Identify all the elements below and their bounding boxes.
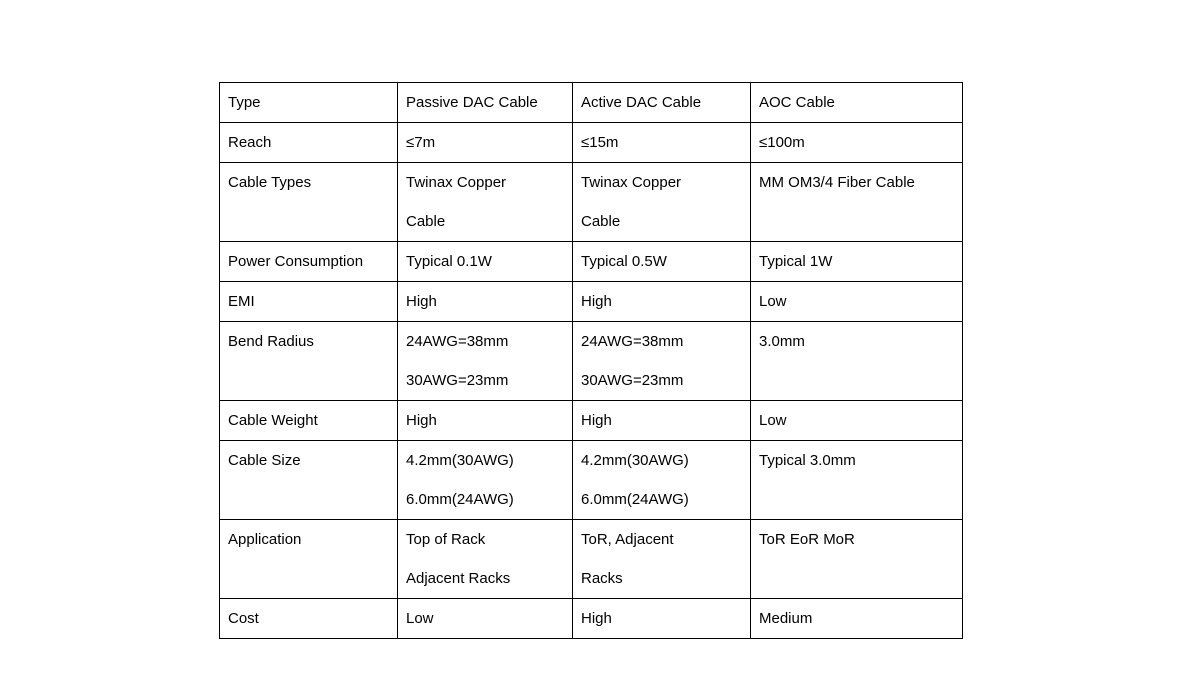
table-row — [220, 83, 963, 123]
cell-line: Active DAC Cable — [581, 94, 702, 111]
row-label-cell — [220, 83, 398, 123]
value-cell — [573, 123, 751, 163]
value-cell — [398, 441, 573, 520]
cell-line: Low — [406, 610, 434, 627]
cable-comparison-table — [219, 82, 963, 639]
row-label-cell — [220, 242, 398, 282]
cell-line: Typical 0.5W — [581, 253, 667, 270]
value-cell — [398, 322, 573, 401]
cell-line: Cable Weight — [228, 412, 318, 429]
table-row — [220, 520, 963, 599]
table-row — [220, 401, 963, 441]
cell-line: Reach — [228, 134, 272, 151]
cell-line: Medium — [759, 610, 813, 627]
row-label-cell — [220, 322, 398, 401]
value-cell — [573, 282, 751, 322]
cell-line: ≤7m — [406, 134, 436, 151]
value-cell — [398, 83, 573, 123]
value-cell — [398, 163, 573, 242]
value-cell — [751, 520, 963, 599]
row-label-cell — [220, 520, 398, 599]
table-row — [220, 282, 963, 322]
table-row — [220, 242, 963, 282]
cell-line: 6.0mm(24AWG) — [406, 491, 514, 508]
value-cell — [573, 322, 751, 401]
value-cell — [398, 282, 573, 322]
cell-line: Adjacent Racks — [406, 570, 511, 587]
value-cell — [751, 123, 963, 163]
value-cell — [751, 282, 963, 322]
cell-line: Low — [759, 293, 787, 310]
value-cell — [573, 401, 751, 441]
cell-line: Top of Rack — [406, 531, 486, 548]
cell-line: Cable — [406, 213, 446, 230]
cell-line: Cost — [228, 610, 259, 627]
cell-line: Bend Radius — [228, 333, 314, 350]
value-cell — [573, 163, 751, 242]
cell-line: Cable — [581, 213, 621, 230]
cell-line: Racks — [581, 570, 623, 587]
cell-line: Power Consumption — [228, 253, 364, 270]
table-body — [220, 83, 963, 639]
cell-line: EMI — [228, 293, 255, 310]
cell-line: Cable Types — [228, 174, 312, 191]
cell-line: 30AWG=23mm — [406, 372, 509, 389]
value-cell — [751, 242, 963, 282]
table-row — [220, 123, 963, 163]
value-cell — [573, 242, 751, 282]
table-row — [220, 441, 963, 520]
cell-line: 4.2mm(30AWG) — [406, 452, 514, 469]
cell-line: Typical 1W — [759, 253, 833, 270]
table-row — [220, 599, 963, 639]
value-cell — [751, 599, 963, 639]
cell-line: Passive DAC Cable — [406, 94, 538, 111]
cell-line: High — [581, 412, 612, 429]
value-cell — [751, 83, 963, 123]
cell-line: AOC Cable — [759, 94, 835, 111]
value-cell — [398, 520, 573, 599]
cell-line: 3.0mm — [759, 333, 805, 350]
cell-line: High — [581, 610, 612, 627]
cell-line: 24AWG=38mm — [406, 333, 509, 350]
cell-line: High — [581, 293, 612, 310]
cell-line: 4.2mm(30AWG) — [581, 452, 689, 469]
cell-line: Type — [228, 94, 261, 111]
cell-line: Application — [228, 531, 302, 548]
cell-line: ToR, Adjacent — [581, 531, 674, 548]
value-cell — [751, 322, 963, 401]
value-cell — [573, 83, 751, 123]
cable-comparison-table-container — [219, 82, 963, 639]
cell-line: Twinax Copper — [406, 174, 507, 191]
row-label-cell — [220, 163, 398, 242]
value-cell — [573, 520, 751, 599]
cell-line: MM OM3/4 Fiber Cable — [759, 174, 915, 191]
row-label-cell — [220, 123, 398, 163]
value-cell — [751, 441, 963, 520]
value-cell — [751, 401, 963, 441]
row-label-cell — [220, 401, 398, 441]
cell-line: 6.0mm(24AWG) — [581, 491, 689, 508]
row-label-cell — [220, 599, 398, 639]
cell-line: Cable Size — [228, 452, 301, 469]
cell-line: High — [406, 293, 437, 310]
cell-line: Low — [759, 412, 787, 429]
cell-line: Typical 3.0mm — [759, 452, 856, 469]
row-label-cell — [220, 441, 398, 520]
cell-line: 24AWG=38mm — [581, 333, 684, 350]
table-row — [220, 163, 963, 242]
cell-line: Twinax Copper — [581, 174, 682, 191]
cell-line: High — [406, 412, 437, 429]
cell-line: 30AWG=23mm — [581, 372, 684, 389]
table-row — [220, 322, 963, 401]
value-cell — [573, 441, 751, 520]
value-cell — [398, 401, 573, 441]
value-cell — [751, 163, 963, 242]
cell-line: ToR EoR MoR — [759, 531, 855, 548]
value-cell — [398, 599, 573, 639]
cell-line: ≤15m — [581, 134, 619, 151]
row-label-cell — [220, 282, 398, 322]
value-cell — [398, 242, 573, 282]
cell-line: Typical 0.1W — [406, 253, 492, 270]
value-cell — [573, 599, 751, 639]
value-cell — [398, 123, 573, 163]
cell-line: ≤100m — [759, 134, 805, 151]
